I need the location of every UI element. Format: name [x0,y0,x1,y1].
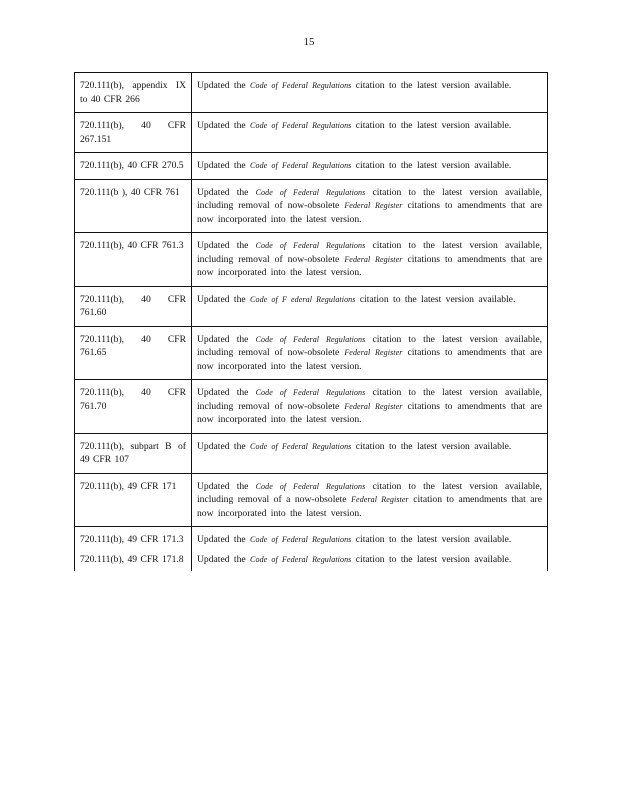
rule-citation: 720.111(b ), 40 CFR 761 [75,179,192,233]
cfr-title-italic: Code of F ederal Regulations [250,294,356,304]
description-text: Updated the [197,293,251,305]
description-text: citation to the latest version available. [351,160,512,171]
federal-register-italic: Federal Register [344,348,403,357]
rule-citation: 720.111(b), 49 CFR 171.8 [75,549,192,572]
change-description [192,380,548,434]
description-text: citation to the latest version available. [351,534,512,545]
cfr-title-italic: Code of Federal Regulations [250,81,352,90]
rule-citation: 720.111(b), 40 CFR 267.151 [75,113,192,153]
cfr-title-italic: Code of Federal Regulations [250,554,352,564]
change-description [192,326,548,380]
table-row [75,179,548,233]
table-row [75,73,548,113]
federal-register-italic: Federal Register [344,254,403,264]
table-row [75,326,548,380]
description-text: citations to amendments that are now incorporated into the latest version. [197,253,542,278]
change-description [192,73,548,113]
description-text: Updated the [197,333,256,345]
rule-citation: 720.111(b), appendix IX to 40 CFR 266 [75,73,192,113]
table-row [75,113,548,153]
rule-citation: 720.111(b), 40 CFR 270.5 [75,153,192,180]
federal-register-italic: Federal Register [344,401,403,411]
change-description [192,286,548,326]
description-text: citation to the latest version available, including removal of now-obsolete [197,387,542,412]
description-text: citation to the latest version available, including removal of now-obsolete [197,333,542,358]
cfr-title-italic: Code of Federal Regulations [255,334,366,344]
cfr-title-italic: Code of Federal Regulations [250,441,352,451]
description-text: Updated the [197,80,251,91]
description-text: citation to the latest version available. [351,553,512,565]
cfr-title-italic: Code of Federal Regulations [250,535,352,544]
description-text: Updated the [197,440,251,452]
table-row [75,286,548,326]
description-text: citation to the latest version available, including removal of a now-obsolete [197,480,542,505]
amendments-table [74,72,548,571]
rule-citation: 720.111(b), 40 CFR 761.65 [75,326,192,380]
federal-register-italic: Federal Register [344,201,403,210]
description-text: citation to the latest version available. [355,293,516,305]
table-row [75,380,548,434]
description-text: Updated the [197,240,256,251]
cfr-title-italic: Code of Federal Regulations [250,161,352,170]
description-text: Updated the [197,387,256,398]
change-description [192,527,548,549]
rule-citation: 720.111(b), 40 CFR 761.60 [75,286,192,326]
change-description [192,233,548,287]
change-description [192,113,548,153]
cfr-title-italic: Code of Federal Regulations [255,187,366,197]
table-row [75,433,548,473]
change-description [192,433,548,473]
description-text: Updated the [197,534,251,545]
table-row [75,233,548,287]
description-text: citations to amendments that are now incorporated into the latest version. [197,347,542,372]
cfr-title-italic: Code of Federal Regulations [250,121,352,130]
table-row [75,549,548,572]
description-text: Updated the [197,553,251,565]
federal-register-italic: Federal Register [351,495,409,504]
description-text: citation to the latest version available, including removal of now-obsolete [197,240,542,265]
change-description [192,179,548,233]
description-text: Updated the [197,186,256,198]
cfr-title-italic: Code of Federal Regulations [255,241,366,250]
table-row [75,527,548,549]
description-text: citation to the latest version available, including removal of now-obsolete [197,186,542,211]
table-row [75,473,548,527]
description-text: Updated the [197,480,256,492]
page-number: 15 [303,36,315,48]
description-text: citation to the latest version available. [351,120,512,131]
description-text: Updated the [197,160,251,171]
rule-citation: 720.111(b), 49 CFR 171 [75,473,192,527]
table-row [75,153,548,180]
rule-citation: 720.111(b), 40 CFR 761.70 [75,380,192,434]
rule-citation: 720.111(b), 40 CFR 761.3 [75,233,192,287]
description-text: citations to amendments that are now incorporated into the latest version. [197,400,542,425]
description-text: citation to the latest version available. [351,440,512,452]
cfr-title-italic: Code of Federal Regulations [255,481,366,491]
change-description [192,153,548,180]
description-text: Updated the [197,120,251,131]
rule-citation: 720.111(b), 49 CFR 171.3 [75,527,192,549]
description-text: citations to amendments that are now incorporated into the latest version. [197,200,542,225]
description-text: citation to amendments that are now incorporated into the latest version. [197,494,543,519]
cfr-title-italic: Code of Federal Regulations [255,388,366,397]
change-description [192,549,548,572]
rule-citation: 720.111(b), subpart B of 49 CFR 107 [75,433,192,473]
description-text: citation to the latest version available. [351,80,512,91]
change-description [192,473,548,527]
